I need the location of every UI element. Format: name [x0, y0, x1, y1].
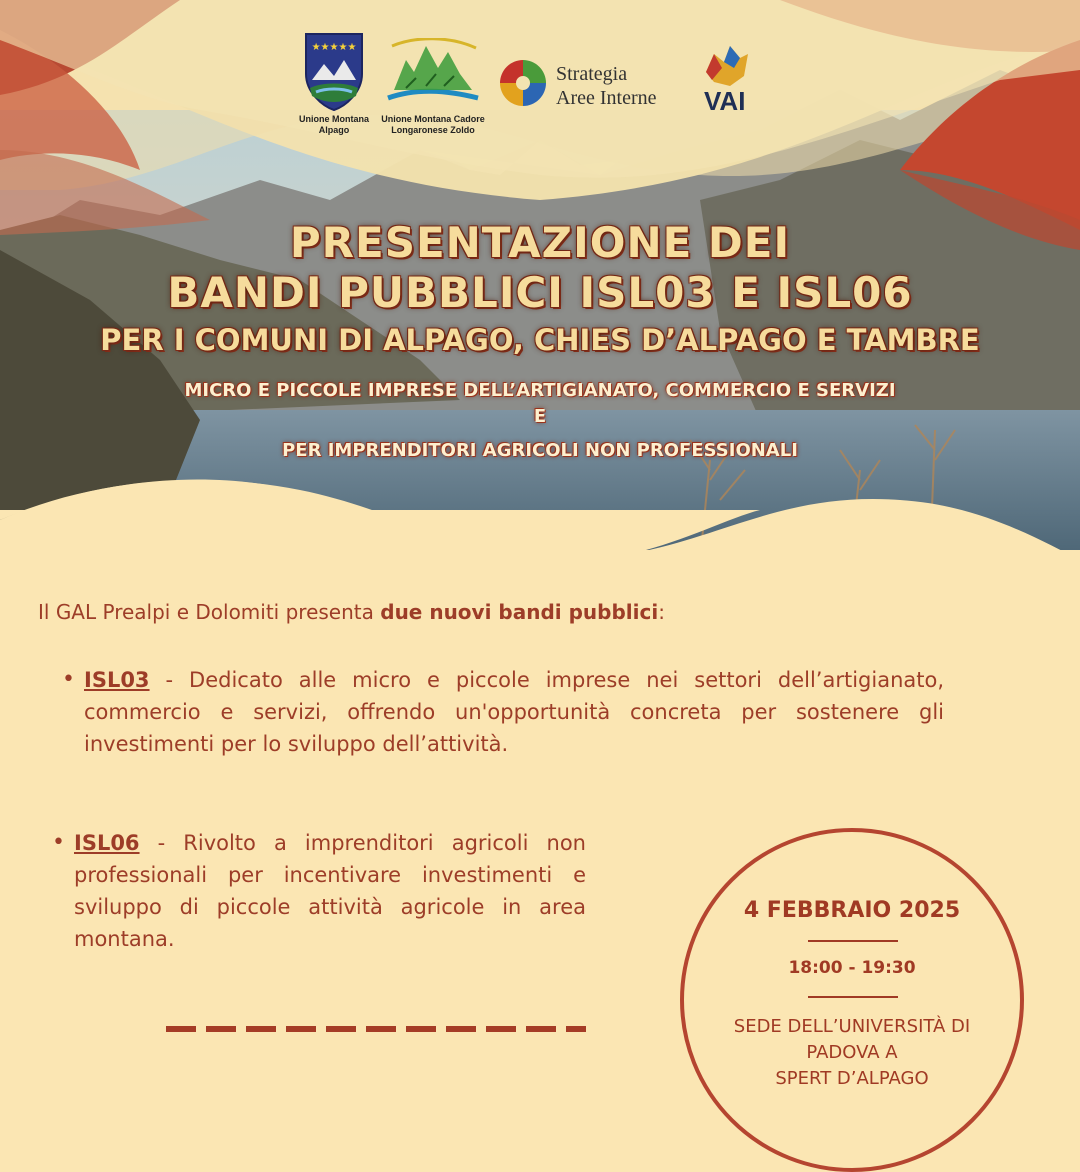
svg-text:★★★★★: ★★★★★	[311, 42, 357, 53]
event-divider-2	[808, 996, 898, 998]
subtitle-line-2: E	[533, 406, 547, 427]
intro-prefix: Il GAL Prealpi e Dolomiti presenta	[38, 600, 381, 624]
vai-label: VAI	[704, 86, 746, 116]
title-line-1: PRESENTAZIONE DEI	[289, 218, 791, 267]
subtitle-line-3: PER IMPRENDITORI AGRICOLI NON PROFESSIONALI	[282, 440, 798, 461]
intro-bold: due nuovi bandi pubblici	[380, 600, 659, 624]
intro-suffix: :	[658, 600, 665, 624]
bullet-dot: •	[52, 830, 65, 855]
event-place-line-3: SPERT D’ALPAGO	[775, 1068, 929, 1089]
unione-alpago-logo	[302, 30, 366, 112]
intro-text	[38, 600, 665, 624]
unione-cadore-logo	[386, 38, 480, 108]
bando-isl06	[52, 827, 586, 955]
unione-alpago-caption-1: Unione Montana	[299, 114, 369, 124]
bando-code-link[interactable]: ISL06	[74, 831, 140, 855]
unione-alpago-caption-2: Alpago	[318, 125, 350, 135]
dashed-divider	[166, 1026, 586, 1032]
unione-cadore-caption-2: Longaronese Zoldo	[391, 125, 475, 135]
subtitle-line-1: MICRO E PICCOLE IMPRESE DELL’ARTIGIANATO, COMMERCIO E SERVIZI	[184, 380, 896, 401]
bando-code-link[interactable]: ISL03	[84, 668, 150, 692]
strategia-aree-interne-logo	[496, 56, 550, 110]
event-place-line-1: SEDE DELL’UNIVERSITÀ DI	[733, 1016, 971, 1037]
title-line-3: PER I COMUNI DI ALPAGO, CHIES D’ALPAGO E TAMBRE	[100, 323, 980, 357]
event-date: 4 FEBBRAIO 2025	[743, 898, 961, 923]
strategia-label-2: Aree Interne	[556, 87, 657, 109]
bando-isl03	[62, 664, 944, 760]
title-line-2: BANDI PUBBLICI ISL03 E ISL06	[167, 268, 913, 317]
event-time: 18:00 - 19:30	[788, 958, 916, 978]
event-circle	[680, 828, 1024, 1172]
bullet-dot: •	[62, 667, 75, 692]
event-place-line-2: PADOVA A	[806, 1042, 898, 1063]
event-divider-1	[808, 940, 898, 942]
strategia-label-1: Strategia	[556, 63, 628, 85]
bando-description: - Dedicato alle micro e piccole imprese nei settori dell’artigianato, commercio e servizi, offrendo un'opportunità concreta per sostenere gli investimenti per lo sviluppo dell’attività.	[84, 668, 944, 756]
unione-cadore-caption-1: Unione Montana Cadore	[381, 114, 485, 124]
bando-description: - Rivolto a imprenditori agricoli non professionali per incentivare investimenti e sviluppo di piccole attività agricole in area montana.	[74, 831, 586, 951]
event-place	[690, 1014, 1014, 1092]
